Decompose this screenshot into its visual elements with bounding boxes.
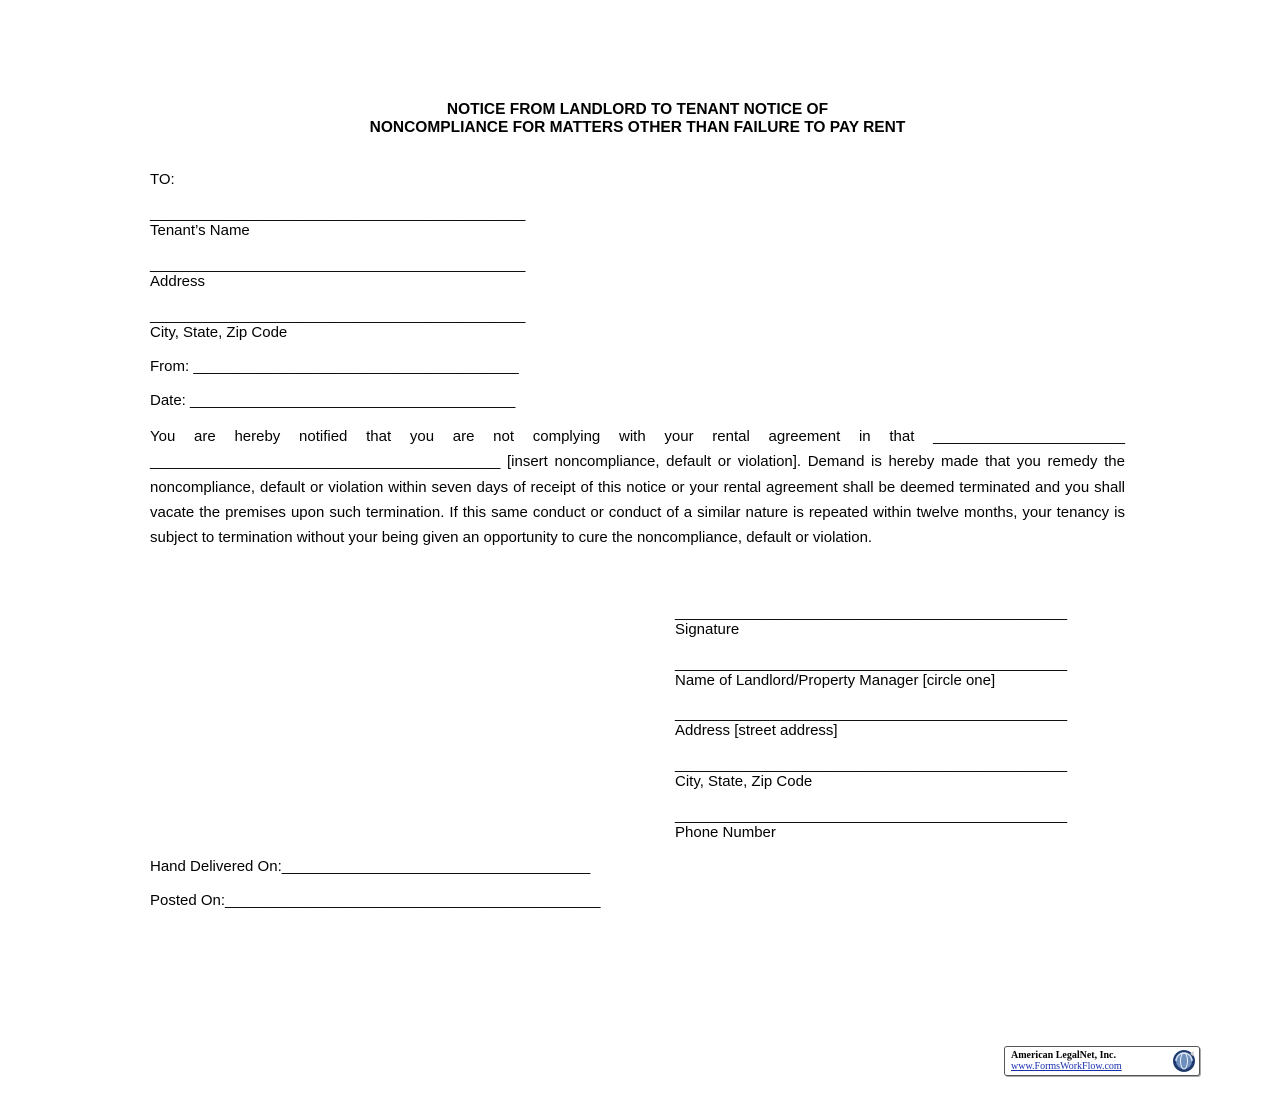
- to-label: TO:: [150, 171, 175, 188]
- hand-delivered-field[interactable]: Hand Delivered On:_____________________________________: [150, 858, 591, 875]
- document-title-line-2: NONCOMPLIANCE FOR MATTERS OTHER THAN FAILURE TO PAY RENT: [369, 119, 906, 136]
- globe-icon: [1172, 1049, 1196, 1073]
- posted-on-field[interactable]: Posted On:_____________________________________________: [150, 892, 601, 909]
- logo-company-name: American LegalNet, Inc.: [1011, 1050, 1116, 1061]
- landlord-address-field[interactable]: _______________________________________________: [675, 705, 1068, 722]
- landlord-name-label: Name of Landlord/Property Manager [circle one]: [675, 672, 996, 689]
- landlord-city-state-zip-field[interactable]: _______________________________________________: [675, 756, 1068, 773]
- tenant-name-field[interactable]: _____________________________________________: [150, 205, 526, 222]
- logo-website-link[interactable]: www.FormsWorkFlow.com: [1011, 1061, 1122, 1072]
- landlord-phone-label: Phone Number: [675, 824, 776, 841]
- notice-body-paragraph: You are hereby notified that you are not complying with your rental agreement in that _______________________ __________________________________________ [insert noncompliance, default or violation]. Demand is hereby made that you remedy the noncompliance, default or violation within seven days of receipt of this notice or your rental agreement shall be deemed terminated and you shall vacate the premises upon such termination. If this same conduct or conduct of a similar nature is repeated within twelve months, your tenancy is subject to termination without your being given an opportunity to cure the noncompliance, default or violation.: [150, 428, 1125, 547]
- tenant-name-label: Tenant’s Name: [150, 222, 250, 239]
- landlord-phone-field[interactable]: _______________________________________________: [675, 807, 1068, 824]
- tenant-city-state-zip-label: City, State, Zip Code: [150, 324, 288, 341]
- tenant-city-state-zip-field[interactable]: _____________________________________________: [150, 307, 526, 324]
- date-field[interactable]: Date: _______________________________________: [150, 392, 516, 409]
- document-title-line-1: NOTICE FROM LANDLORD TO TENANT NOTICE OF: [446, 101, 829, 118]
- tenant-address-label: Address: [150, 273, 206, 290]
- landlord-address-label: Address [street address]: [675, 722, 838, 739]
- landlord-city-state-zip-label: City, State, Zip Code: [675, 773, 813, 790]
- from-field[interactable]: From: _______________________________________: [150, 358, 519, 375]
- signature-field[interactable]: _______________________________________________: [675, 604, 1068, 621]
- tenant-address-field[interactable]: _____________________________________________: [150, 256, 526, 273]
- landlord-name-field[interactable]: _______________________________________________: [675, 655, 1068, 672]
- signature-label: Signature: [675, 621, 740, 638]
- footer-logo[interactable]: [1004, 1046, 1200, 1076]
